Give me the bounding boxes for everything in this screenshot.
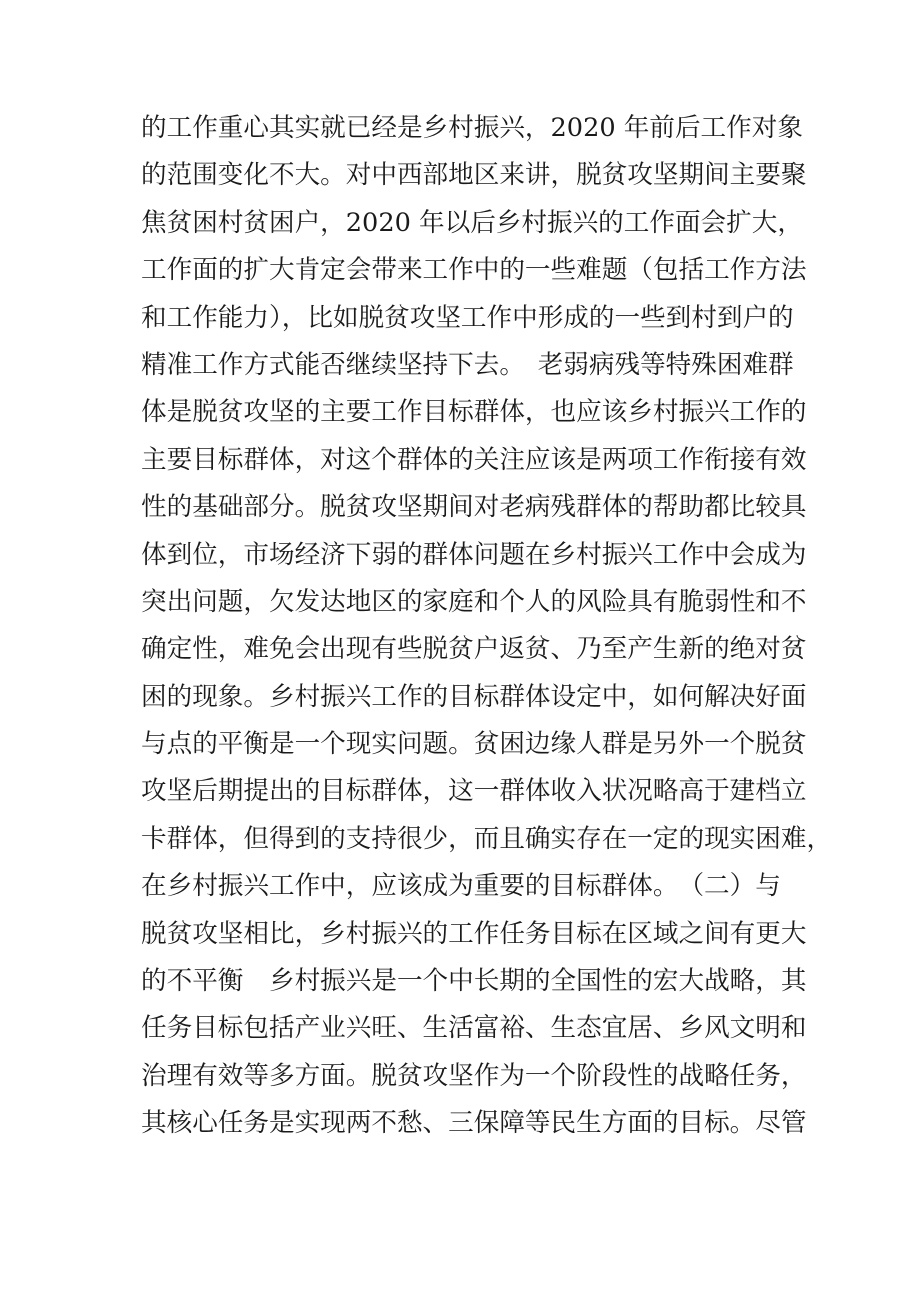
- text-line-20: 任务目标包括产业兴旺、生活富裕、生态宜居、乡风文明和: [141, 1013, 807, 1044]
- text-line-14: 与点的平衡是一个现实问题。贫困边缘人群是另外一个脱贫: [141, 729, 807, 760]
- text-line-8: 主要目标群体，对这个群体的关注应该是两项工作衔接有效: [141, 444, 807, 475]
- text-line-6: 精准工作方式能否继续坚持下去。 老弱病残等特殊困难群: [141, 349, 794, 380]
- text-line-17: 在乡村振兴工作中，应该成为重要的目标群体。 （二）与: [141, 871, 781, 902]
- text-line-9: 性的基础部分。脱贫攻坚期间对老病残群体的帮助都比较具: [141, 492, 807, 523]
- text-line-16: 卡群体，但得到的支持很少，而且确实存在一定的现实困难，: [141, 823, 833, 854]
- text-line-18: 脱贫攻坚相比，乡村振兴的工作任务目标在区域之间有更大: [141, 918, 807, 949]
- text-line-5: 和工作能力），比如脱贫攻坚工作中形成的一些到村到户的: [141, 302, 794, 333]
- text-line-13: 困的现象。乡村振兴工作的目标群体设定中，如何解决好面: [141, 681, 807, 712]
- text-line-7: 体是脱贫攻坚的主要工作目标群体，也应该乡村振兴工作的: [141, 397, 807, 428]
- text-line-1: 的工作重心其实就已经是乡村振兴，2020 年前后工作对象: [141, 113, 803, 143]
- text-line-21: 治理有效等多方面。脱贫攻坚作为一个阶段性的战略任务，: [141, 1060, 807, 1091]
- text-line-2: 的范围变化不大。对中西部地区来讲，脱贫攻坚期间主要聚: [141, 160, 807, 191]
- body-text: [141, 105, 833, 1148]
- text-line-15: 攻坚后期提出的目标群体，这一群体收入状况略高于建档立: [141, 776, 807, 807]
- text-line-19: 的不平衡 乡村振兴是一个中长期的全国性的宏大战略，其: [141, 966, 807, 997]
- text-line-10: 体到位，市场经济下弱的群体问题在乡村振兴工作中会成为: [141, 539, 807, 570]
- text-line-4: 工作面的扩大肯定会带来工作中的一些难题（包括工作方法: [141, 255, 807, 286]
- text-line-22: 其核心任务是实现两不愁、三保障等民生方面的目标。尽管: [141, 1108, 807, 1139]
- text-line-3: 焦贫困村贫困户，2020 年以后乡村振兴的工作面会扩大，: [141, 207, 803, 238]
- text-line-12: 确定性，难免会出现有些脱贫户返贫、乃至产生新的绝对贫: [141, 634, 807, 665]
- text-line-11: 突出问题，欠发达地区的家庭和个人的风险具有脆弱性和不: [141, 586, 807, 617]
